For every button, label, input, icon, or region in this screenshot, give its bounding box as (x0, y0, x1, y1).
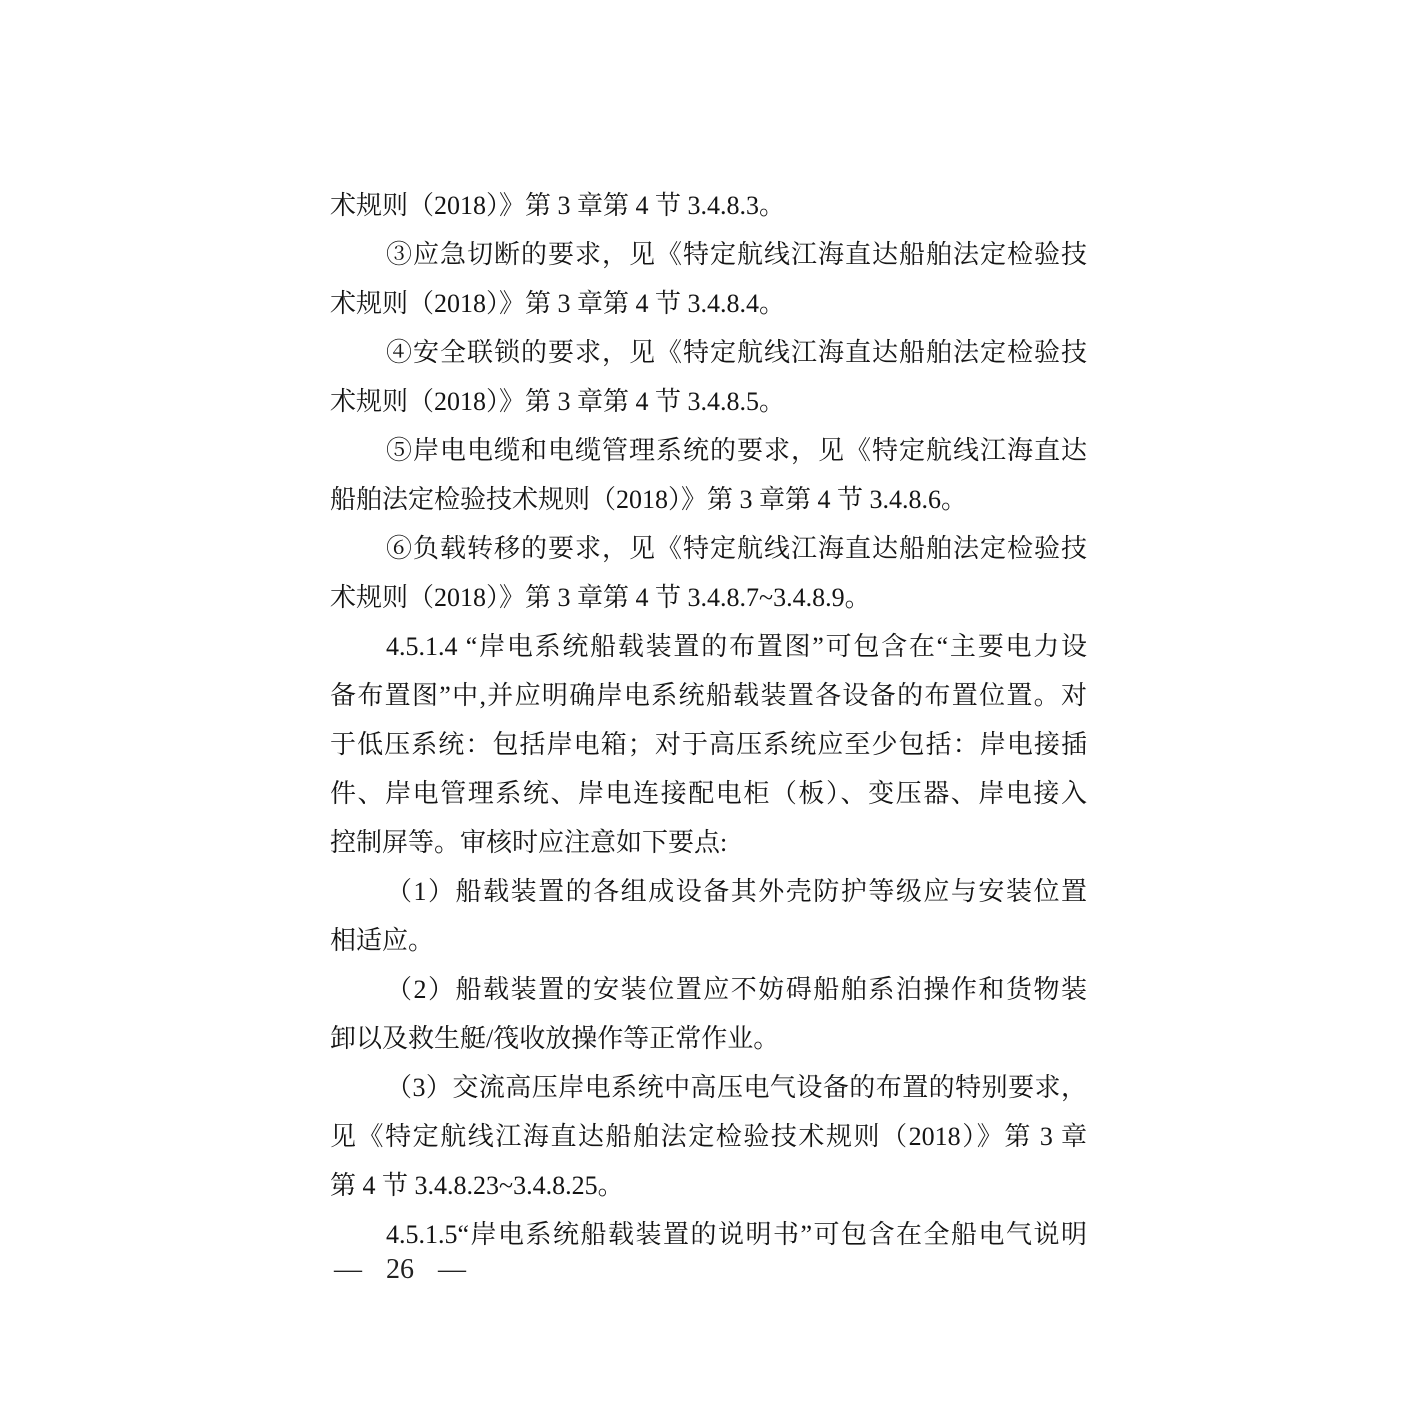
document-text (330, 181, 1087, 1259)
text-line: ⑥负载转移的要求，见《特定航线江海直达船舶法定检验技 (386, 534, 1087, 563)
text-line: 术规则（2018）》第 3 章第 4 节 3.4.8.7~3.4.8.9。 (330, 583, 871, 612)
text-line: 备布置图”中,并应明确岸电系统船载装置各设备的布置位置。对 (330, 681, 1087, 710)
text-line: 4.5.1.4 “岸电系统船载装置的布置图”可包含在“主要电力设 (386, 632, 1087, 661)
text-line: （3）交流高压岸电系统中高压电气设备的布置的特别要求， (386, 1073, 1087, 1102)
text-line: 卸以及救生艇/筏收放操作等正常作业。 (330, 1024, 780, 1053)
text-line: 术规则（2018）》第 3 章第 4 节 3.4.8.3。 (330, 191, 786, 220)
text-line: 第 4 节 3.4.8.23~3.4.8.25。 (330, 1171, 624, 1200)
text-line: （1）船载装置的各组成设备其外壳防护等级应与安装位置 (386, 877, 1087, 906)
text-line: 见《特定航线江海直达船舶法定检验技术规则（2018）》第 3 章 (330, 1122, 1087, 1151)
footer-dash-right: — (438, 1254, 466, 1285)
footer-dash-left: — (334, 1254, 362, 1285)
text-line: 术规则（2018）》第 3 章第 4 节 3.4.8.4。 (330, 289, 786, 318)
text-line: 于低压系统：包括岸电箱；对于高压系统应至少包括：岸电接插 (330, 730, 1087, 759)
text-line: 4.5.1.5“岸电系统船载装置的说明书”可包含在全船电气说明 (386, 1220, 1087, 1249)
text-line: ④安全联锁的要求，见《特定航线江海直达船舶法定检验技 (386, 338, 1087, 367)
text-line: ⑤岸电电缆和电缆管理系统的要求，见《特定航线江海直达 (386, 436, 1087, 465)
page-footer (334, 1250, 466, 1290)
text-line: 术规则（2018）》第 3 章第 4 节 3.4.8.5。 (330, 387, 786, 416)
text-line: 控制屏等。审核时应注意如下要点: (330, 828, 728, 857)
text-line: 件、岸电管理系统、岸电连接配电柜（板）、变压器、岸电接入 (330, 779, 1087, 808)
text-line: 相适应。 (330, 926, 435, 955)
text-line: ③应急切断的要求，见《特定航线江海直达船舶法定检验技 (386, 240, 1087, 269)
text-line: （2）船载装置的安装位置应不妨碍船舶系泊操作和货物装 (386, 975, 1087, 1004)
text-line: 船舶法定检验技术规则（2018）》第 3 章第 4 节 3.4.8.6。 (330, 485, 968, 514)
page-number: 26 (386, 1254, 414, 1285)
